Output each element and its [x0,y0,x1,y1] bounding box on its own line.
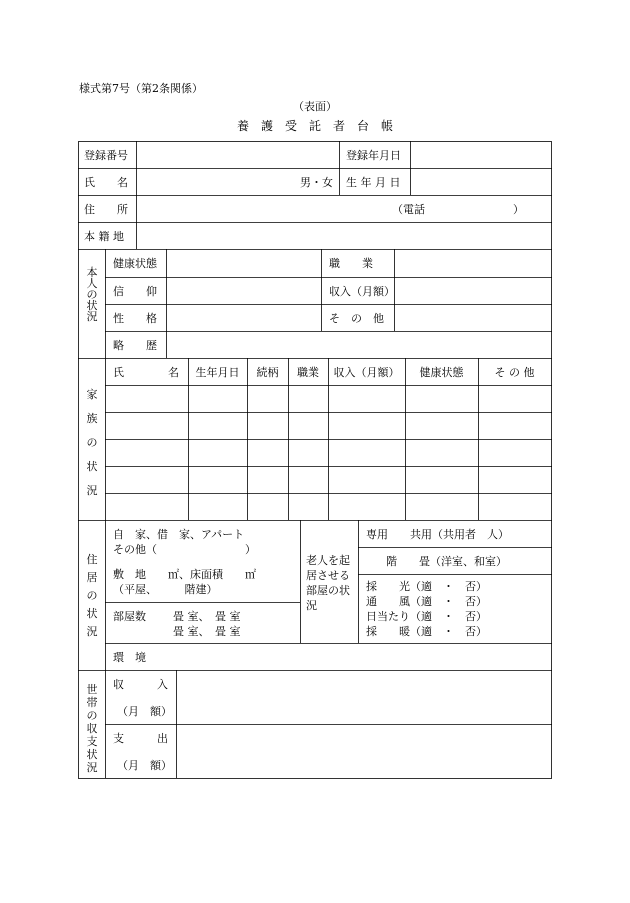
room-sunlight: 日当たり（適 ・ 否） [366,610,487,623]
family-col-health: 健康状態 [419,366,464,379]
elder-room-line1: 老人を起 [306,554,350,567]
label-expense: 支 出 [113,732,168,745]
room-mats: 階 畳（洋室、和室） [386,555,507,568]
elder-room-line3: 部屋の状 [306,584,350,597]
label-environment: 環 境 [113,651,146,664]
housing-rooms-label: 部屋数 [113,610,146,623]
label-income-monthly: （月 額） [117,705,172,718]
family-col-name: 氏 名 [113,366,179,379]
housing-rooms-line1: 畳 室、 畳 室 [173,610,241,623]
housing-rooms-line2: 畳 室、 畳 室 [173,625,241,638]
family-col-occupation: 職業 [297,366,319,379]
elder-room-line4: 況 [306,599,317,612]
label-history: 略 歴 [113,339,157,352]
label-expense-monthly: （月 額） [117,759,172,772]
room-light: 採 光（適 ・ 否） [366,580,487,593]
housing-floors: （平屋、 階建） [113,583,218,596]
room-heating: 採 暖（適 ・ 否） [366,625,487,638]
family-col-income: 収入（月額） [333,366,400,379]
room-ventilation: 通 風（適 ・ 否） [366,595,487,608]
label-health: 健康状態 [113,257,157,270]
label-reg-no: 登録番号 [84,149,128,162]
elder-room-line2: 居させる [306,569,350,582]
label-other: そ の 他 [329,312,384,325]
label-income: 収入（月額） [329,285,395,298]
family-col-other: そ の 他 [494,366,535,379]
label-religion: 信 仰 [113,285,157,298]
label-address: 住 所 [84,203,128,216]
label-phone: （電話 ） [392,203,524,216]
section-family: 家族の状況 [86,388,98,497]
form-side: （表面） [293,100,337,113]
label-income-budget: 収 入 [113,678,168,691]
section-budget: 世帯の収支状況 [86,683,98,774]
label-name: 氏 名 [84,176,128,189]
family-col-birth: 生年月日 [195,366,240,379]
label-domicile: 本 籍 地 [84,230,124,243]
sex-choice: 男・女 [300,176,333,189]
housing-type-line1: 自 家、借 家、アパート [113,528,245,541]
section-self: 本人の状況 [86,266,98,323]
label-personality: 性 格 [113,312,157,325]
label-reg-date: 登録年月日 [346,149,401,162]
housing-land: 敷 地 ㎡、床面積 ㎡ [113,568,256,581]
label-occupation: 職 業 [329,257,373,270]
section-housing: 住居の状況 [86,553,98,638]
housing-type-line2: その他（ ） [113,543,256,556]
label-birth: 生 年 月 日 [346,176,401,189]
room-use: 専用 共用（共用者 人） [366,528,509,541]
page-title: 養 護 受 託 者 台 帳 [236,119,393,133]
family-col-relation: 続柄 [256,366,279,379]
form-number: 様式第7号（第2条関係） [79,82,203,95]
